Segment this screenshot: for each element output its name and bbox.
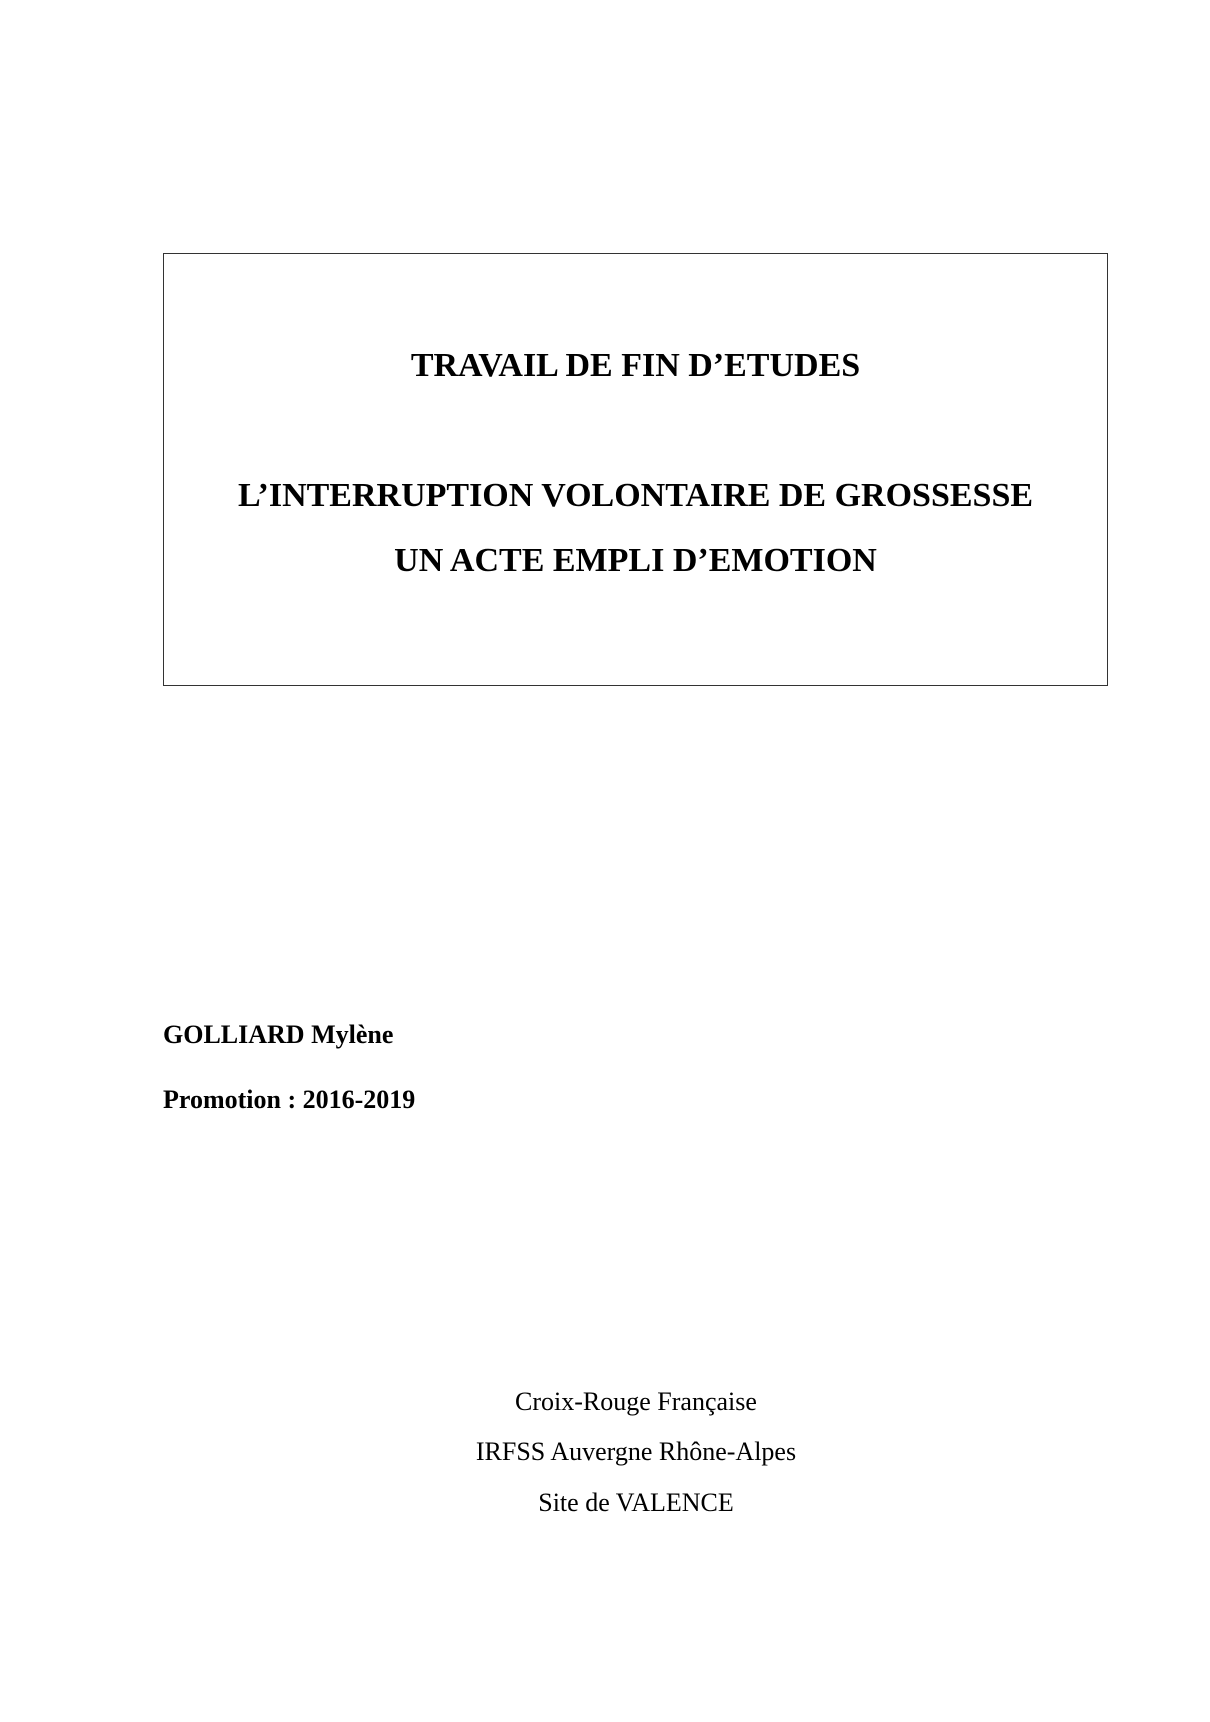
institution-line-2: IRFSS Auvergne Rhône-Alpes <box>475 1437 797 1466</box>
institution-line-3: Site de VALENCE <box>538 1488 734 1517</box>
author-name: GOLLIARD Mylène <box>163 1020 394 1049</box>
promotion-years: Promotion : 2016-2019 <box>163 1085 416 1114</box>
document-subject-line-1: L’INTERRUPTION VOLONTAIRE DE GROSSESSE <box>237 477 1034 514</box>
document-heading: TRAVAIL DE FIN D’ETUDES <box>410 347 861 384</box>
title-box <box>163 253 1108 686</box>
document-subject-line-2: UN ACTE EMPLI D’EMOTION <box>394 542 877 579</box>
institution-line-1: Croix-Rouge Française <box>515 1387 757 1416</box>
